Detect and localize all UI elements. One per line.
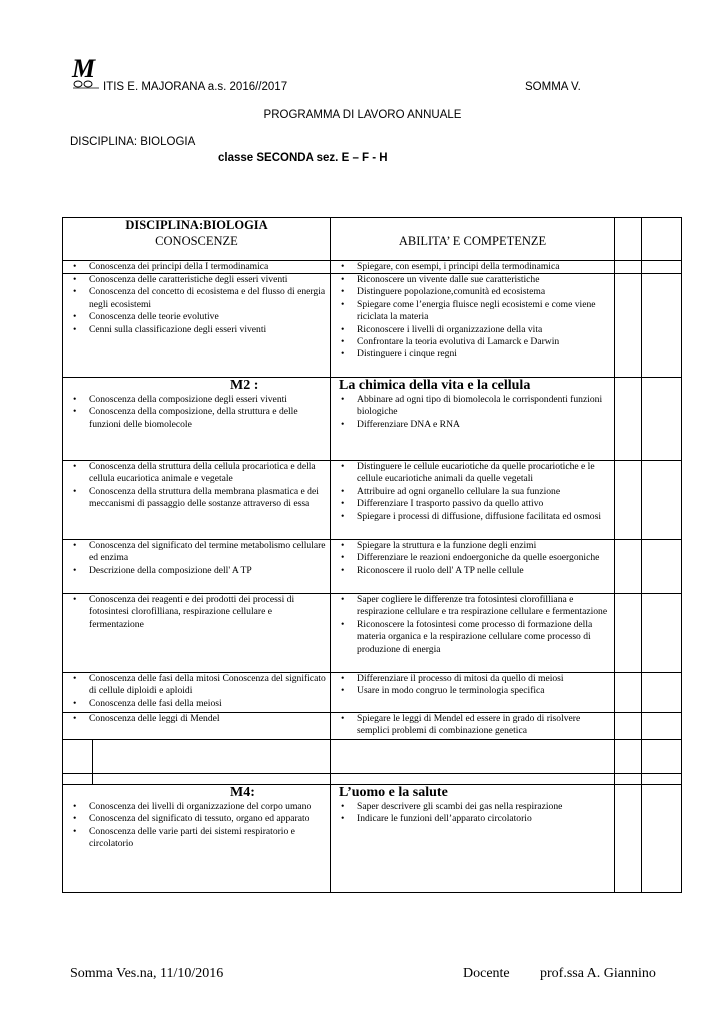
list-item: • Conoscenza del significato di tessuto, organo ed apparato [65,813,328,825]
teacher-name: prof.ssa A. Giannino [540,966,656,981]
table-row [63,273,682,377]
table-cell [642,377,682,460]
table-row [63,377,682,460]
table-row [63,739,682,773]
list-item: • Differenziare DNA e RNA [333,419,612,431]
table-cell [615,460,642,539]
table-row [63,784,682,892]
list-item: • Riconoscere il ruolo dell' A TP nelle cellule [333,565,612,577]
list-item: • Riconoscere un vivente dalle sue caratteristiche [333,274,612,286]
list-item: • Conoscenza della struttura della cellula procariotica e della cellula eucariotica animale e vegetale [65,461,328,486]
docente-label: Docente [463,966,510,981]
list-item: • Spiegare i processi di diffusione, diffusione facilitata ed osmosi [333,511,612,523]
list-item: • Conoscenza delle leggi di Mendel [65,713,328,725]
table-cell [615,260,642,273]
table-cell [331,773,615,784]
list-item: • Differenziare le reazioni endoergoniche da quelle esoergoniche [333,552,612,564]
table-cell [615,218,642,261]
knowledge-cell [63,260,331,273]
list-item: • Differenziare il processo di mitosi da quello di meiosi [333,673,612,685]
list-item: • Descrizione della composizione dell' A TP [65,565,328,577]
list-item: • Conoscenza della composizione, della struttura e delle funzioni delle biomolecole [65,406,328,431]
class-line: classe SECONDA sez. E – F - H [218,152,388,164]
table-cell [642,539,682,593]
list-item: • Conoscenza della struttura della membrana plasmatica e dei meccanismi di passaggio delle sostanze attraverso di essa [65,486,328,511]
list-item: • Conoscenza della composizione degli esseri viventi [65,394,328,406]
list-item: • Conoscenza del significato del termine metabolismo cellulare ed enzima [65,540,328,565]
table-cell [642,784,682,892]
list-item: • Attribuire ad ogni organello cellulare la sua funzione [333,486,612,498]
table-cell [642,218,682,261]
list-item: • Spiegare la struttura e la funzione degli enzimi [333,540,612,552]
skills-cell [331,539,615,593]
table-cell [615,773,642,784]
table-cell [615,377,642,460]
module-title: L’uomo e la salute [339,784,448,800]
skills-cell [331,460,615,539]
knowledge-header-cell [63,233,331,260]
table-cell [615,739,642,773]
table-cell [642,260,682,273]
table-row [63,593,682,672]
table-cell [642,273,682,377]
list-item: • Conoscenza delle teorie evolutive [65,311,328,323]
list-item: • Conoscenza delle varie parti dei sistemi respiratorio e circolatorio [65,826,328,851]
module-title: La chimica della vita e la cellula [339,377,531,393]
table-cell [331,739,615,773]
table-row [63,460,682,539]
table-title: DISCIPLINA:BIOLOGIA [125,218,268,232]
table-title-cell [63,218,331,234]
table-cell [642,593,682,672]
table-cell [642,672,682,712]
list-item: • Differenziare I trasporto passivo da quello attivo [333,498,612,510]
list-item: • Conoscenza dei reagenti e dei prodotti dei processi di fotosintesi clorofilliana, respirazione cellulare e fermentazione [65,594,328,631]
table-cell [93,773,331,784]
knowledge-cell [63,672,331,712]
table-cell [615,712,642,739]
table-cell [63,773,93,784]
list-item: • Distinguere popolazione,comunità ed ecosistema [333,286,612,298]
place-date: Somma Ves.na, 11/10/2016 [70,966,224,981]
table-cell [642,712,682,739]
knowledge-cell [63,539,331,593]
table-cell [642,460,682,539]
table-cell [615,672,642,712]
list-item: • Distinguere i cinque regni [333,348,612,360]
list-item: • Saper cogliere le differenze tra fotosintesi clorofilliana e respirazione cellulare e tra respirazione cellulare e fermentazione [333,594,612,619]
list-item: • Conoscenza del concetto di ecosistema e del flusso di energia negli ecosistemi [65,286,328,311]
table-cell [615,593,642,672]
list-item: • Spiegare come l’energia fluisce negli ecosistemi e come viene riciclata la materia [333,299,612,324]
table-cell [93,739,331,773]
skills-cell [331,260,615,273]
table-row [63,539,682,593]
list-item: • Distinguere le cellule eucariotiche da quelle procariotiche e le cellule eucariotiche animali da quelle vegetali [333,461,612,486]
table-cell [642,773,682,784]
table-cell [642,739,682,773]
table-row [63,773,682,784]
table-row [63,672,682,712]
list-item: • Riconoscere la fotosintesi come processo di formazione della materia organica e la respirazione cellulare come processo di produzione di energia [333,619,612,656]
knowledge-cell [63,460,331,539]
knowledge-header: CONOSCENZE [155,234,238,248]
list-item: • Conoscenza delle fasi della mitosi Conoscenza del significato di cellule diploidi e aploidi [65,673,328,698]
list-item: • Conoscenza delle caratteristiche degli esseri viventi [65,274,328,286]
list-item: • Cenni sulla classificazione degli esseri viventi [65,324,328,336]
list-item: • Indicare le funzioni dell’apparato circolatorio [333,813,612,825]
skills-cell [331,377,615,460]
list-item: • Usare in modo congruo le terminologia specifica [333,685,612,697]
skills-cell [331,273,615,377]
table-cell [615,784,642,892]
table-title-empty [331,218,615,234]
list-item: • Spiegare, con esempi, i principi della termodinamica [333,261,612,273]
knowledge-cell [63,712,331,739]
svg-text:M: M [72,55,96,83]
list-item: • Confrontare la teoria evolutiva di Lamarck e Darwin [333,336,612,348]
module-code: M2 : [230,377,259,393]
program-table [62,217,682,893]
discipline-line: DISCIPLINA: BIOLOGIA [70,136,196,148]
list-item: • Saper descrivere gli scambi dei gas nella respirazione [333,801,612,813]
skills-cell [331,672,615,712]
table-cell [615,273,642,377]
table-cell [615,539,642,593]
skills-cell [331,593,615,672]
school-name: ITIS E. MAJORANA a.s. 2016//2017 [103,81,288,93]
table-row [63,712,682,739]
skills-cell [331,712,615,739]
skills-header-cell [331,233,615,260]
list-item: • Abbinare ad ogni tipo di biomolecola le corrispondenti funzioni biologiche [333,394,612,419]
list-item: • Conoscenza dei livelli di organizzazione del corpo umano [65,801,328,813]
teacher-short: SOMMA V. [525,81,581,93]
table-cell [63,739,93,773]
list-item: • Conoscenza dei principi della I termodinamica [65,261,328,273]
program-title: PROGRAMMA DI LAVORO ANNUALE [263,109,462,121]
skills-cell [331,784,615,892]
school-logo [70,55,102,91]
knowledge-cell [63,377,331,460]
knowledge-cell [63,784,331,892]
knowledge-cell [63,593,331,672]
list-item: • Riconoscere i livelli di organizzazione della vita [333,324,612,336]
table-row [63,260,682,273]
knowledge-cell [63,273,331,377]
list-item: • Conoscenza delle fasi della meiosi [65,698,328,710]
module-code: M4: [230,784,255,800]
skills-header: ABILITA’ E COMPETENZE [398,234,547,248]
list-item: • Spiegare le leggi di Mendel ed essere in grado di risolvere semplici problemi di combinazione genetica [333,713,612,738]
